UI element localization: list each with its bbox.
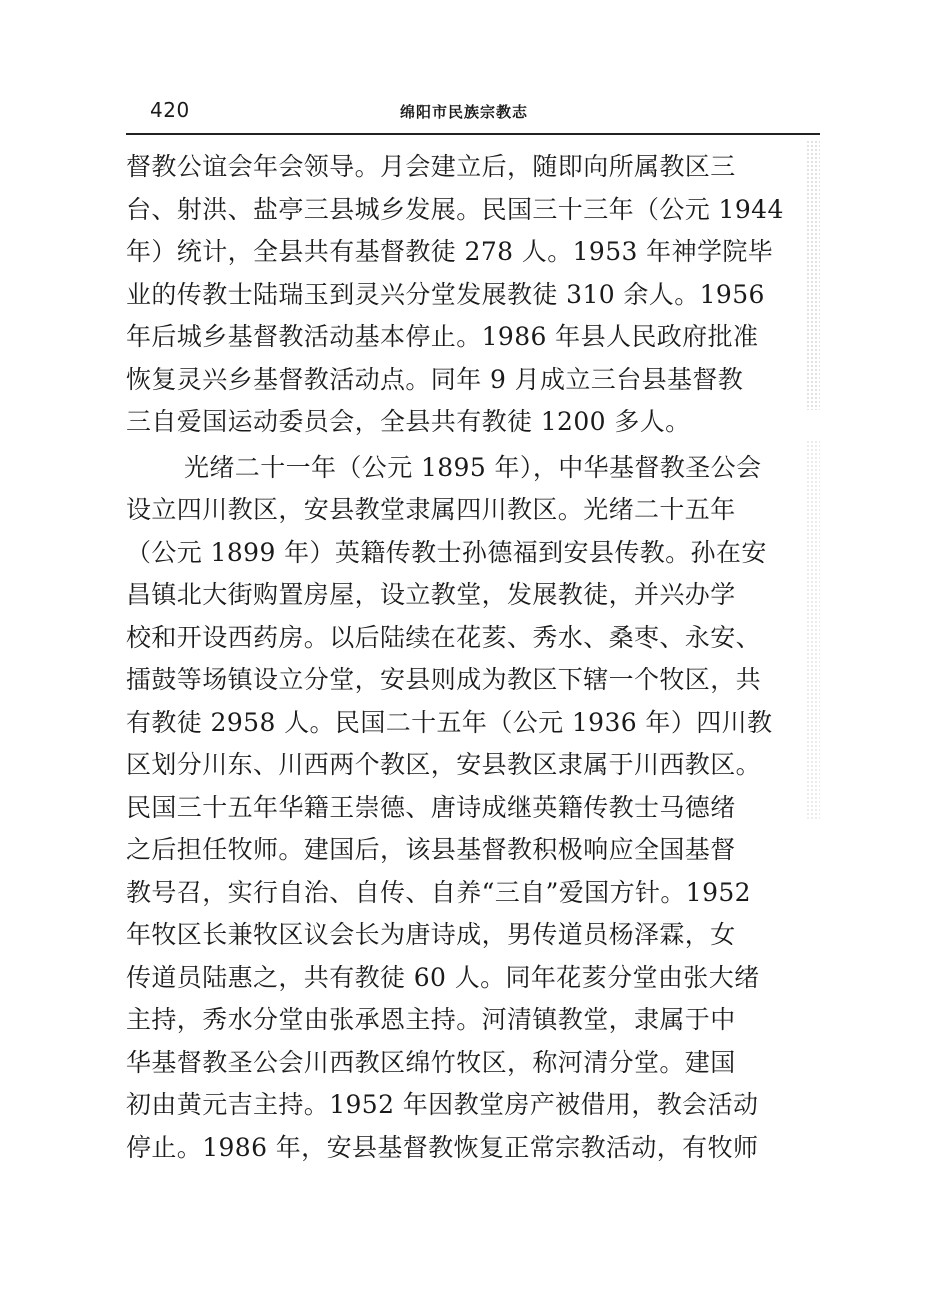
body-text (126, 146, 820, 1169)
text-line: 初由黄元吉主持。1952 年因教堂房产被借用，教会活动 (126, 1090, 759, 1119)
text-line: 昌镇北大街购置房屋，设立教堂，发展教徒，并兴办学 (126, 580, 736, 609)
header-rule (126, 133, 820, 135)
text-line: 之后担任牧师。建国后，该县基督教积极响应全国基督 (126, 835, 736, 864)
text-line-first: 光绪二十一年（公元 1895 年），中华基督教圣公会 (184, 452, 762, 482)
text-line: 停止。1986 年，安县基督教恢复正常宗教活动，有牧师 (126, 1132, 759, 1162)
text-line: 区划分川东、川西两个教区，安县教区隶属于川西教区。 (126, 750, 762, 779)
text-line: 恢复灵兴乡基督教活动点。同年 9 月成立三台县基督教 (126, 364, 744, 394)
text-line: 三自爱国运动委员会，全县共有教徒 1200 多人。 (126, 407, 691, 436)
text-line: 校和开设西药房。以后陆续在花荄、秀水、桑枣、永安、 (126, 622, 762, 652)
text-line: 有教徒 2958 人。民国二十五年（公元 1936 年）四川教 (126, 707, 773, 737)
text-line: 擂鼓等场镇设立分堂，安县则成为教区下辖一个牧区，共 (126, 665, 762, 694)
text-line: 华基督教圣公会川西教区绵竹牧区，称河清分堂。建国 (126, 1047, 736, 1077)
text-line: （公元 1899 年）英籍传教士孙德福到安县传教。孙在安 (126, 537, 767, 567)
text-line: 台、射洪、盐亭三县城乡发展。民国三十三年（公元 1944 (126, 194, 784, 224)
text-line: 教号召，实行自治、自传、自养“三自”爱国方针。1952 (126, 877, 751, 907)
text-line: 设立四川教区，安县教堂隶属四川教区。光绪二十五年 (126, 495, 736, 524)
text-line: 年后城乡基督教活动基本停止。1986 年县人民政府批准 (126, 322, 759, 351)
page-number: 420 (150, 98, 190, 122)
running-title: 绵阳市民族宗教志 (400, 103, 529, 121)
text-line: 民国三十五年华籍王崇德、唐诗成继英籍传教士马德绪 (126, 792, 736, 822)
text-line: 年）统计，全县共有基督教徒 278 人。1953 年神学院毕 (126, 237, 774, 266)
text-line: 督教公谊会年会领导。月会建立后，随即向所属教区三 (126, 152, 736, 181)
text-line: 年牧区长兼牧区议会长为唐诗成，男传道员杨泽霖，女 (126, 920, 736, 949)
text-line: 业的传教士陆瑞玉到灵兴分堂发展教徒 310 余人。1956 (126, 279, 765, 309)
text-line: 主持，秀水分堂由张承恩主持。河清镇教堂，隶属于中 (126, 1005, 736, 1034)
text-line: 传道员陆惠之，共有教徒 60 人。同年花荄分堂由张大绪 (126, 962, 760, 992)
